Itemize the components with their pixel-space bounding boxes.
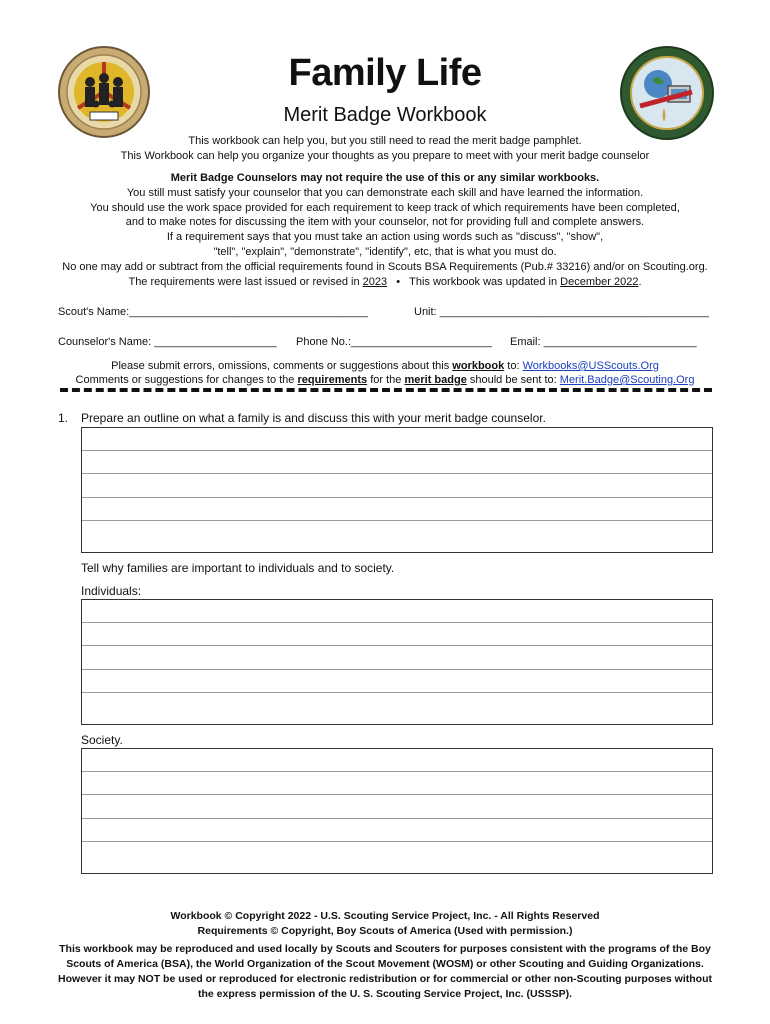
intro-line-2: This Workbook can help you organize your thoughts as you prepare to meet with your merit badge counselor (120, 150, 650, 162)
tell-why-text: Tell why families are important to individuals and to society. (81, 561, 395, 575)
footer-line-6: the express permission of the U. S. Scouting Service Project, Inc. (USSSP). (197, 988, 573, 1000)
footer-line-3: This workbook may be reproduced and used locally by Scouts and Scouters for purposes consistent with the programs of the Boy (59, 943, 711, 955)
unit-field[interactable]: Unit: ____________________________________________ (414, 306, 709, 318)
contact-workbook: workbook (452, 360, 505, 372)
workbooks-email-link[interactable]: Workbooks@USScouts.Org (522, 360, 659, 372)
contact2-sent: should be sent to: (466, 374, 560, 386)
scout-name-field[interactable]: Scout's Name:_______________________________________ (58, 306, 368, 318)
updated-prefix: This workbook was updated in (409, 276, 561, 288)
updated-suffix: . (638, 276, 642, 288)
phone-field[interactable]: Phone No.:_______________________ (296, 336, 492, 348)
page-subtitle: Merit Badge Workbook (283, 104, 487, 126)
intro-line-6: and to make notes for discussing the item with your counselor, not for providing full and complete answers. (125, 216, 645, 228)
contact2-text: Comments or suggestions for changes to the (75, 374, 298, 386)
dashed-divider (60, 388, 712, 398)
issued-prefix: The requirements were last issued or revised in (128, 276, 363, 288)
footer-line-4: Scouts of America (BSA), the World Organization of the Scout Movement (WOSM) or other Scouting and Guiding Organizations. (66, 958, 704, 970)
individuals-label: Individuals: (81, 584, 142, 598)
contact2-for: for the (367, 374, 405, 386)
updated-date: December 2022 (560, 276, 639, 288)
issued-year: 2023 (362, 276, 388, 288)
footer-line-1: Workbook © Copyright 2022 - U.S. Scouting Service Project, Inc. - All Rights Reserved (170, 910, 600, 922)
contact2-merit-badge: merit badge (404, 374, 467, 386)
contact-text: Please submit errors, omissions, comments or suggestions about this (111, 360, 453, 372)
intro-line-1: This workbook can help you, but you still need to read the merit badge pamphlet. (188, 135, 582, 147)
intro-line-7: If a requirement says that you must take an action using words such as "discuss", "show", (166, 231, 604, 243)
footer-line-2: Requirements © Copyright, Boy Scouts of America (Used with permission.) (197, 925, 573, 937)
issued-line (0, 275, 770, 290)
intro-line-5: You should use the work space provided for each requirement to keep track of which requirements have been completed, (90, 202, 680, 214)
page-title: Family Life (288, 52, 482, 94)
contact2-requirements: requirements (297, 374, 368, 386)
bullet: • (396, 276, 401, 288)
contact-to: to: (504, 360, 523, 372)
requirement-number: 1. (58, 411, 69, 425)
intro-line-8: "tell", "explain", "demonstrate", "identify", etc, that is what you must do. (213, 246, 557, 258)
intro-line-3: Merit Badge Counselors may not require the use of this or any similar workbooks. (170, 172, 600, 184)
contact-line-2 (0, 373, 770, 388)
requirement-text: Prepare an outline on what a family is and discuss this with your merit badge counselor. (81, 411, 546, 425)
individuals-answer-box[interactable] (81, 599, 713, 725)
society-label: Society. (81, 733, 123, 747)
footer-line-5: However it may NOT be used or reproduced for electronic redistribution or for commercial or other non-Scouting purposes without (58, 973, 712, 985)
contact-line-1 (0, 359, 770, 374)
intro-line-4: You still must satisfy your counselor that you can demonstrate each skill and have learned the information. (126, 187, 644, 199)
email-field[interactable]: Email: _________________________ (510, 336, 697, 348)
counselor-name-field[interactable]: Counselor's Name: ____________________ (58, 336, 277, 348)
society-answer-box[interactable] (81, 748, 713, 874)
outline-answer-box[interactable] (81, 427, 713, 553)
intro-line-9: No one may add or subtract from the official requirements found in Scouts BSA Requirements (Pub.# 33216) and/or on Scouting.org. (62, 261, 708, 273)
merit-badge-email-link[interactable]: Merit.Badge@Scouting.Org (559, 374, 695, 386)
